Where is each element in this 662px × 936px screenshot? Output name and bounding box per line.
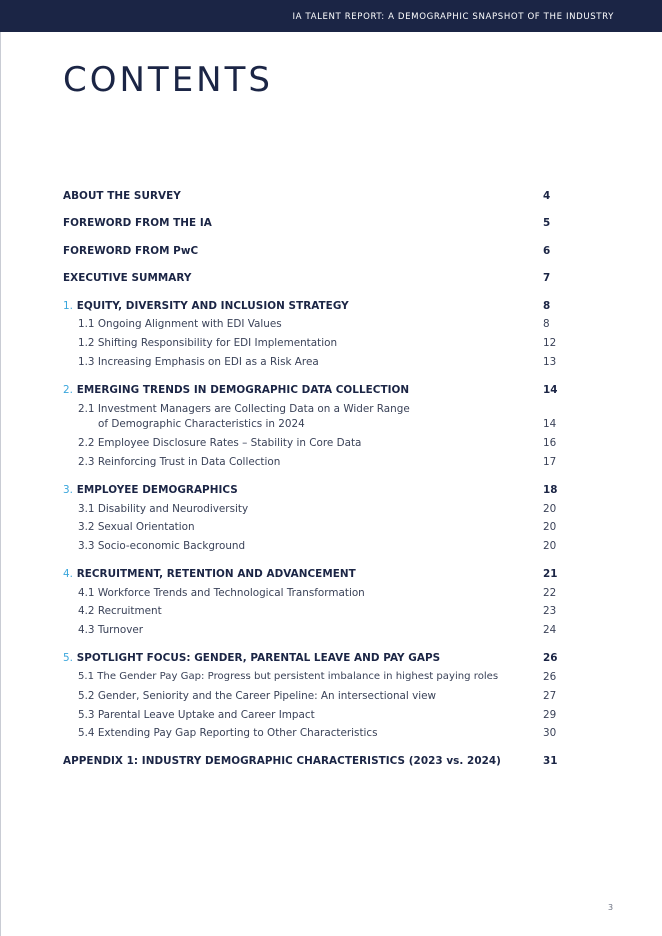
toc-entry-label: 1.3 Increasing Emphasis on EDI as a Risk Area [78,356,319,368]
toc-entry-label: FOREWORD FROM PwC [63,245,199,257]
toc-section-label: RECRUITMENT, RETENTION AND ADVANCEMENT [76,568,356,580]
toc-entry-page: 8 [543,300,551,312]
toc-entry-page: 20 [543,540,557,552]
toc-entry-label: 5.1 The Gender Pay Gap: Progress but persistent imbalance in highest paying roles [78,671,499,682]
toc-entry-page: 24 [543,624,557,636]
toc-entry-label: 5.3 Parental Leave Uptake and Career Impact [78,709,315,721]
toc-entry-page: 23 [543,605,557,617]
toc-entry-page: 30 [543,727,557,739]
section-number: 2. [63,384,74,396]
toc-entry-page: 26 [543,671,557,683]
toc-entry-page: 27 [543,690,557,702]
toc-section-label: EMPLOYEE DEMOGRAPHICS [76,484,238,496]
toc-section-label: SPOTLIGHT FOCUS: GENDER, PARENTAL LEAVE AND PAY GAPS [76,652,441,664]
section-number: 1. [63,300,74,312]
header-bar [0,0,662,32]
toc-entry-label: APPENDIX 1: INDUSTRY DEMOGRAPHIC CHARACTERISTICS (2023 vs. 2024) [63,755,501,767]
toc-entry-page: 4 [543,190,551,202]
header-title: IA TALENT REPORT: A DEMOGRAPHIC SNAPSHOT OF THE INDUSTRY [292,12,614,22]
toc-entry-page: 31 [543,755,558,767]
toc-entry-label: 2.3 Reinforcing Trust in Data Collection [78,456,281,468]
toc-entry-page: 14 [543,418,557,430]
page-number: 3 [608,903,614,912]
toc-entry-page: 6 [543,245,551,257]
toc-entry-page: 17 [543,456,557,468]
toc-entry-label: FOREWORD FROM THE IA [63,217,212,229]
toc-entry-page: 26 [543,652,558,664]
toc-entry-label: 1.2 Shifting Responsibility for EDI Implementation [78,337,338,349]
page-left-border [0,0,1,936]
toc-section-label: EQUITY, DIVERSITY AND INCLUSION STRATEGY [76,300,349,312]
toc-entry-label: 3.3 Socio-economic Background [78,540,246,552]
toc-entry-page: 20 [543,503,557,515]
toc-entry-page: 22 [543,587,557,599]
toc-entry-label: 3.1 Disability and Neurodiversity [78,503,249,515]
toc-entry-page: 29 [543,709,557,721]
toc-entry-label-continued: of Demographic Characteristics in 2024 [98,418,305,430]
section-number: 5. [63,652,74,664]
toc-entry-label: EXECUTIVE SUMMARY [63,272,192,284]
toc-entry-page: 21 [543,568,558,580]
toc-entry-label: 3.2 Sexual Orientation [78,521,195,533]
toc-entry-page: 14 [543,384,558,396]
toc-entry-page: 7 [543,272,551,284]
toc-entry-page: 5 [543,217,551,229]
toc-entry-label: 4.2 Recruitment [78,605,162,617]
toc-entry-label: 2.2 Employee Disclosure Rates – Stability in Core Data [78,437,362,449]
toc-entry-page: 16 [543,437,557,449]
toc-entry-page: 18 [543,484,558,496]
toc-entry-label: 4.3 Turnover [78,624,144,636]
toc-entry-page: 20 [543,521,557,533]
toc-section-label: EMERGING TRENDS IN DEMOGRAPHIC DATA COLLECTION [76,384,410,396]
toc-entry-label: 1.1 Ongoing Alignment with EDI Values [78,318,282,330]
section-number: 4. [63,568,74,580]
page-title: CONTENTS [63,60,273,100]
toc-entry-label: ABOUT THE SURVEY [63,190,181,202]
toc-entry-page: 12 [543,337,557,349]
toc-entry-label: 5.2 Gender, Seniority and the Career Pipeline: An intersectional view [78,690,437,702]
toc-entry-label: 4.1 Workforce Trends and Technological Transformation [78,587,365,599]
toc-entry-label: 5.4 Extending Pay Gap Reporting to Other Characteristics [78,727,378,739]
toc-entry-label: 2.1 Investment Managers are Collecting Data on a Wider Range [78,403,410,415]
toc-entry-page: 8 [543,318,550,330]
toc-entry-page: 13 [543,356,557,368]
section-number: 3. [63,484,74,496]
